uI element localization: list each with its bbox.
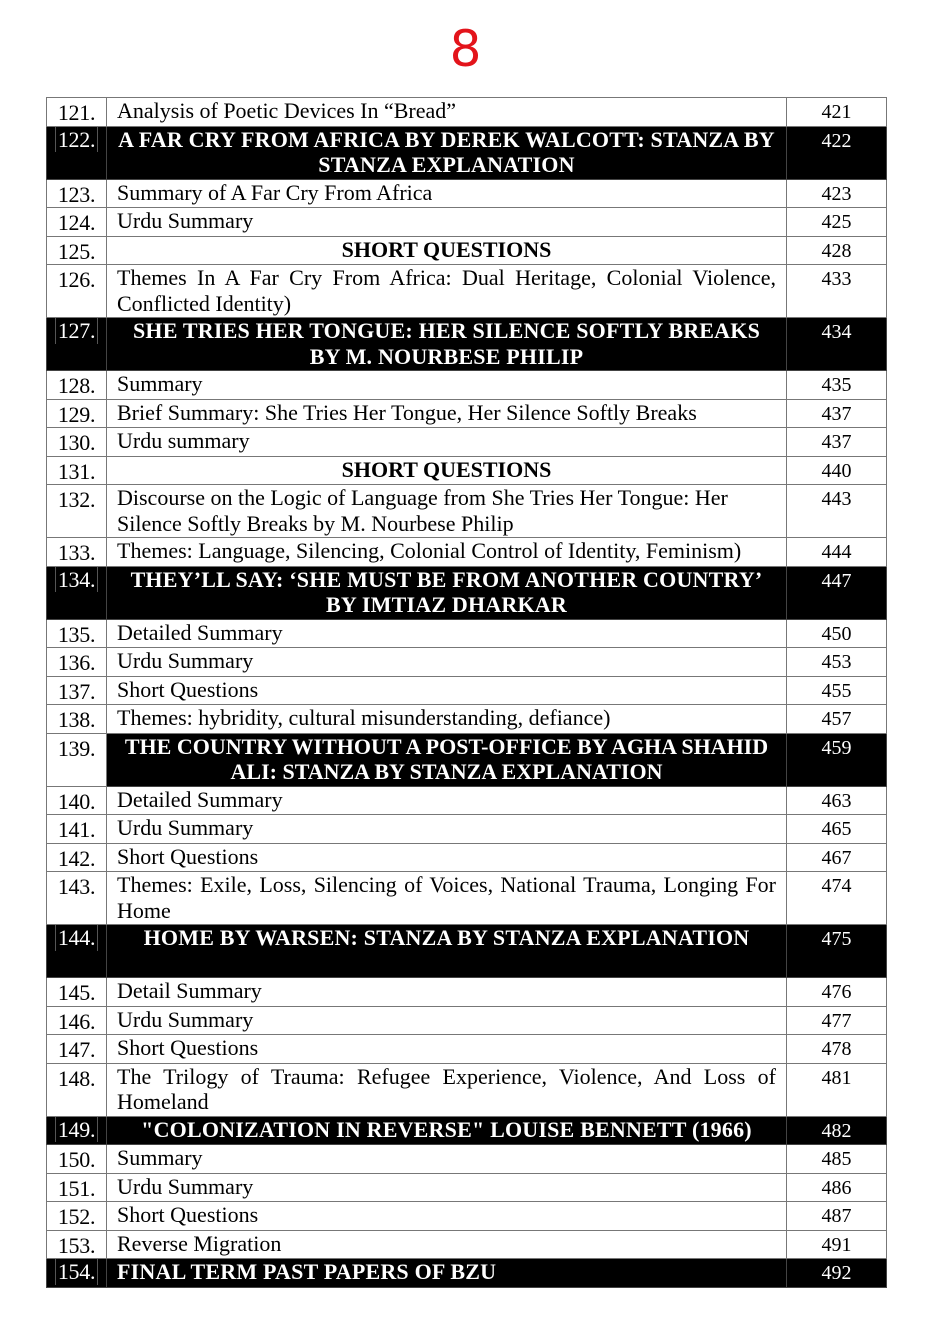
toc-row[interactable] [47,1116,887,1145]
entry-page-text: 455 [821,679,852,702]
toc-entry-page [787,428,887,457]
toc-row[interactable] [47,843,887,872]
toc-row[interactable] [47,126,887,179]
toc-entry-number [47,786,107,815]
toc-entry-number [47,485,107,538]
entry-number-text: 141. [57,817,96,842]
entry-page-text: 478 [821,1038,852,1060]
entry-page-text: 463 [821,789,852,812]
entry-title-text: Detailed Summary [117,786,283,812]
toc-entry-number [47,872,107,925]
entry-page-text: 492 [821,1262,852,1284]
toc-entry-number [47,925,107,978]
table-of-contents [46,97,887,1288]
toc-entry-title[interactable] [107,1230,787,1259]
entry-number-text: 140. [57,788,96,814]
toc-entry-number [47,399,107,428]
toc-entry-page [787,676,887,705]
entry-title-text: Urdu Summary [117,208,254,233]
entry-page-text: 437 [821,402,852,425]
entry-title-text: Brief Summary: She Tries Her Tongue, Her Silence Softly Breaks [117,399,697,425]
entry-number-text: 130. [57,430,96,455]
entry-page-text: 453 [821,651,852,673]
entry-number-text: 139. [57,735,96,761]
entry-title-text: SHORT QUESTIONS [341,456,552,482]
entry-title-text: Short Questions [117,1202,259,1227]
entry-title-text: FINAL TERM PAST PAPERS OF BZU [117,1259,497,1284]
toc-row[interactable] [47,399,887,428]
toc-entry-title[interactable] [107,815,787,844]
toc-entry-title[interactable] [107,566,787,619]
entry-page-text: 482 [821,1119,852,1142]
entry-page-text: 465 [821,818,852,840]
toc-row[interactable] [47,1006,887,1035]
toc-entry-title[interactable] [107,786,787,815]
toc-entry-title[interactable] [107,236,787,265]
toc-row[interactable] [47,485,887,538]
toc-entry-title[interactable] [107,925,787,978]
entry-title-text: Themes In A Far Cry From Africa: Dual Heritage, Colonial Violence, Conflicted Identity) [117,265,776,316]
entry-title-text: Summary of A Far Cry From Africa [117,179,433,205]
toc-entry-title[interactable] [107,978,787,1007]
entry-number-text: 143. [57,874,96,899]
toc-row[interactable] [47,1259,887,1288]
entry-page-text: 425 [821,211,852,233]
toc-entry-number [47,1063,107,1116]
toc-entry-page [787,1230,887,1259]
toc-row[interactable] [47,538,887,567]
toc-row[interactable] [47,1145,887,1174]
toc-entry-page [787,733,887,786]
toc-entry-page [787,1035,887,1064]
entry-title-text: SHORT QUESTIONS [341,236,552,262]
entry-title-text: Urdu Summary [117,815,254,840]
entry-title-text: THEY’LL SAY: ‘SHE MUST BE FROM ANOTHER COUNTRY’ BY IMTIAZ DHARKAR [130,566,763,617]
toc-entry-title[interactable] [107,399,787,428]
toc-entry-title[interactable] [107,619,787,648]
entry-title-text: Themes: Exile, Loss, Silencing of Voices, National Trauma, Longing For Home [117,872,776,923]
entry-page-text: 475 [821,928,852,950]
toc-entry-title[interactable] [107,648,787,677]
entry-number-text: 122. [55,127,98,153]
toc-row[interactable] [47,456,887,485]
entry-page-text: 440 [821,459,852,482]
toc-row[interactable] [47,676,887,705]
entry-title-text: Detailed Summary [117,619,283,645]
toc-entry-page [787,1063,887,1116]
entry-number-text: 150. [57,1147,96,1172]
toc-entry-number [47,815,107,844]
toc-entry-page [787,1006,887,1035]
toc-row[interactable] [47,872,887,925]
toc-entry-title[interactable] [107,485,787,538]
toc-entry-title[interactable] [107,179,787,208]
toc-entry-page [787,236,887,265]
toc-entry-title[interactable] [107,1063,787,1116]
entry-number-text: 142. [57,845,96,871]
toc-entry-page [787,1116,887,1145]
toc-entry-number [47,1035,107,1064]
entry-page-text: 435 [821,374,852,396]
entry-title-text: Short Questions [117,1035,259,1060]
toc-entry-title[interactable] [107,872,787,925]
entry-title-text: Urdu Summary [117,648,254,673]
entry-number-text: 145. [57,980,96,1005]
entry-number-text: 144. [55,925,98,951]
entry-number-text: 146. [57,1008,96,1034]
toc-entry-page [787,872,887,925]
toc-row[interactable] [47,925,887,978]
entry-page-text: 443 [821,488,852,510]
entry-number-text: 126. [57,267,96,292]
toc-row[interactable] [47,1063,887,1116]
entry-number-text: 149. [55,1117,98,1143]
toc-entry-number [47,1116,107,1145]
toc-row[interactable] [47,371,887,400]
entry-title-text: A FAR CRY FROM AFRICA BY DEREK WALCOTT: STANZA BY STANZA EXPLANATION [118,126,775,177]
toc-entry-page [787,978,887,1007]
toc-entry-number [47,733,107,786]
toc-entry-page [787,1202,887,1231]
toc-entry-number [47,648,107,677]
entry-title-text: Short Questions [117,843,259,869]
entry-title-text: Summary [117,371,203,396]
entry-title-text: Themes: Language, Silencing, Colonial Control of Identity, Feminism) [117,538,742,563]
toc-entry-page [787,815,887,844]
entry-title-text: Summary [117,1145,203,1170]
toc-row[interactable] [47,815,887,844]
toc-entry-title[interactable] [107,318,787,371]
entry-title-text: Detail Summary [117,978,262,1003]
toc-row[interactable] [47,179,887,208]
entry-number-text: 133. [57,540,96,565]
toc-entry-title[interactable] [107,456,787,485]
toc-row[interactable] [47,648,887,677]
toc-entry-title[interactable] [107,1035,787,1064]
toc-entry-number [47,428,107,457]
entry-title-text: Urdu Summary [117,1173,254,1199]
toc-entry-number [47,179,107,208]
toc-row[interactable] [47,786,887,815]
entry-number-text: 125. [57,238,96,264]
toc-entry-title[interactable] [107,428,787,457]
toc-entry-page [787,786,887,815]
entry-page-text: 459 [821,736,852,759]
toc-row[interactable] [47,978,887,1007]
toc-entry-page [787,371,887,400]
entry-title-text: Reverse Migration [117,1230,282,1256]
page-number: 8 [449,20,482,78]
toc-entry-page [787,619,887,648]
entry-page-text: 444 [821,541,852,563]
entry-number-text: 136. [57,650,96,675]
entry-number-text: 129. [57,401,96,427]
toc-row[interactable] [47,705,887,734]
toc-entry-page [787,126,887,179]
toc-row[interactable] [47,1035,887,1064]
toc-entry-page [787,1173,887,1202]
toc-entry-number [47,1145,107,1174]
toc-entry-page [787,208,887,237]
toc-entry-page [787,265,887,318]
toc-row[interactable] [47,619,887,648]
entry-number-text: 153. [57,1232,96,1258]
toc-entry-title[interactable] [107,1145,787,1174]
entry-number-text: 128. [57,373,96,398]
entry-number-text: 152. [57,1204,96,1229]
entry-title-text: Analysis of Poetic Devices In “Bread” [117,98,457,123]
toc-entry-title[interactable] [107,208,787,237]
entry-page-text: 481 [821,1066,852,1089]
entry-title-text: Urdu Summary [117,1006,254,1032]
entry-page-text: 447 [821,569,852,592]
toc-row[interactable] [47,566,887,619]
toc-entry-page [787,843,887,872]
toc-entry-title[interactable] [107,843,787,872]
toc-row[interactable] [47,265,887,318]
entry-number-text: 127. [55,318,98,344]
entry-number-text: 131. [57,458,96,484]
toc-entry-number [47,1230,107,1259]
entry-page-text: 485 [821,1148,852,1170]
toc-entry-page [787,538,887,567]
entry-number-text: 121. [57,100,96,125]
entry-number-text: 148. [57,1065,96,1091]
entry-title-text: Short Questions [117,676,259,702]
toc-entry-number [47,265,107,318]
toc-entry-number [47,1259,107,1288]
toc-row[interactable] [47,428,887,457]
entry-title-text: Themes: hybridity, cultural misunderstanding, defiance) [117,705,611,730]
toc-entry-page [787,98,887,127]
toc-entry-title[interactable] [107,1173,787,1202]
entry-page-text: 486 [821,1176,852,1199]
entry-number-text: 124. [57,210,96,235]
entry-number-text: 134. [55,567,98,593]
toc-row[interactable] [47,208,887,237]
toc-entry-title[interactable] [107,1006,787,1035]
toc-entry-page [787,399,887,428]
toc-entry-title[interactable] [107,1202,787,1231]
entry-title-text: HOME BY WARSEN: STANZA BY STANZA EXPLANATION [143,925,750,950]
entry-page-text: 477 [821,1009,852,1032]
entry-page-text: 437 [821,431,852,453]
toc-body [47,98,887,1288]
entry-page-text: 434 [821,321,852,343]
entry-page-text: 467 [821,846,852,869]
entry-number-text: 132. [57,487,96,512]
entry-page-text: 428 [821,239,852,262]
toc-entry-page [787,648,887,677]
toc-entry-number [47,208,107,237]
toc-entry-title[interactable] [107,371,787,400]
toc-entry-title[interactable] [107,265,787,318]
entry-page-text: 433 [821,268,852,290]
toc-entry-title[interactable] [107,1116,787,1145]
entry-title-text: The Trilogy of Trauma: Refugee Experience, Violence, And Loss of Homeland [117,1063,776,1114]
entry-number-text: 123. [57,181,96,207]
toc-entry-page [787,318,887,371]
toc-entry-number [47,371,107,400]
toc-entry-page [787,485,887,538]
toc-entry-number [47,126,107,179]
toc-entry-number [47,978,107,1007]
toc-row[interactable] [47,98,887,127]
toc-entry-number [47,1202,107,1231]
entry-title-text: Urdu summary [117,428,250,453]
entry-title-text: "COLONIZATION IN REVERSE" LOUISE BENNETT (1966) [141,1116,752,1142]
toc-entry-title[interactable] [107,1259,787,1288]
toc-row[interactable] [47,318,887,371]
toc-entry-number [47,843,107,872]
entry-page-text: 423 [821,182,852,205]
entry-title-text: THE COUNTRY WITHOUT A POST-OFFICE BY AGHA SHAHID ALI: STANZA BY STANZA EXPLANATION [124,733,769,784]
entry-page-text: 450 [821,622,852,645]
toc-entry-page [787,1259,887,1288]
toc-entry-number [47,619,107,648]
toc-entry-title[interactable] [107,98,787,127]
toc-entry-title[interactable] [107,733,787,786]
entry-page-text: 476 [821,981,852,1003]
entry-page-text: 487 [821,1205,852,1227]
toc-entry-number [47,236,107,265]
entry-number-text: 135. [57,621,96,647]
entry-page-text: 422 [821,129,852,152]
entry-page-text: 491 [821,1233,852,1256]
entry-page-text: 474 [821,875,852,897]
toc-entry-page [787,1145,887,1174]
toc-row[interactable] [47,236,887,265]
entry-number-text: 138. [57,707,96,732]
toc-entry-page [787,705,887,734]
toc-entry-page [787,179,887,208]
toc-entry-number [47,566,107,619]
toc-entry-title[interactable] [107,538,787,567]
toc-entry-page [787,925,887,978]
toc-entry-number [47,538,107,567]
toc-entry-number [47,1173,107,1202]
entry-page-text: 457 [821,708,852,730]
toc-entry-title[interactable] [107,126,787,179]
toc-entry-page [787,566,887,619]
entry-number-text: 151. [57,1175,96,1201]
toc-entry-number [47,1006,107,1035]
toc-entry-page [787,456,887,485]
entry-number-text: 154. [55,1259,98,1285]
entry-number-text: 147. [57,1037,96,1062]
toc-entry-number [47,456,107,485]
entry-number-text: 137. [57,678,96,704]
toc-row[interactable] [47,1230,887,1259]
toc-entry-number [47,318,107,371]
entry-title-text: SHE TRIES HER TONGUE: HER SILENCE SOFTLY BREAKS BY M. NOURBESE PHILIP [132,318,761,369]
toc-entry-title[interactable] [107,676,787,705]
toc-entry-number [47,98,107,127]
toc-entry-number [47,676,107,705]
toc-row[interactable] [47,733,887,786]
toc-row[interactable] [47,1173,887,1202]
toc-entry-number [47,705,107,734]
entry-page-text: 421 [821,101,852,123]
entry-title-text: Discourse on the Logic of Language from She Tries Her Tongue: Her Silence Softly Breaks by M. Nourbese Philip [117,485,728,536]
toc-row[interactable] [47,1202,887,1231]
toc-entry-title[interactable] [107,705,787,734]
